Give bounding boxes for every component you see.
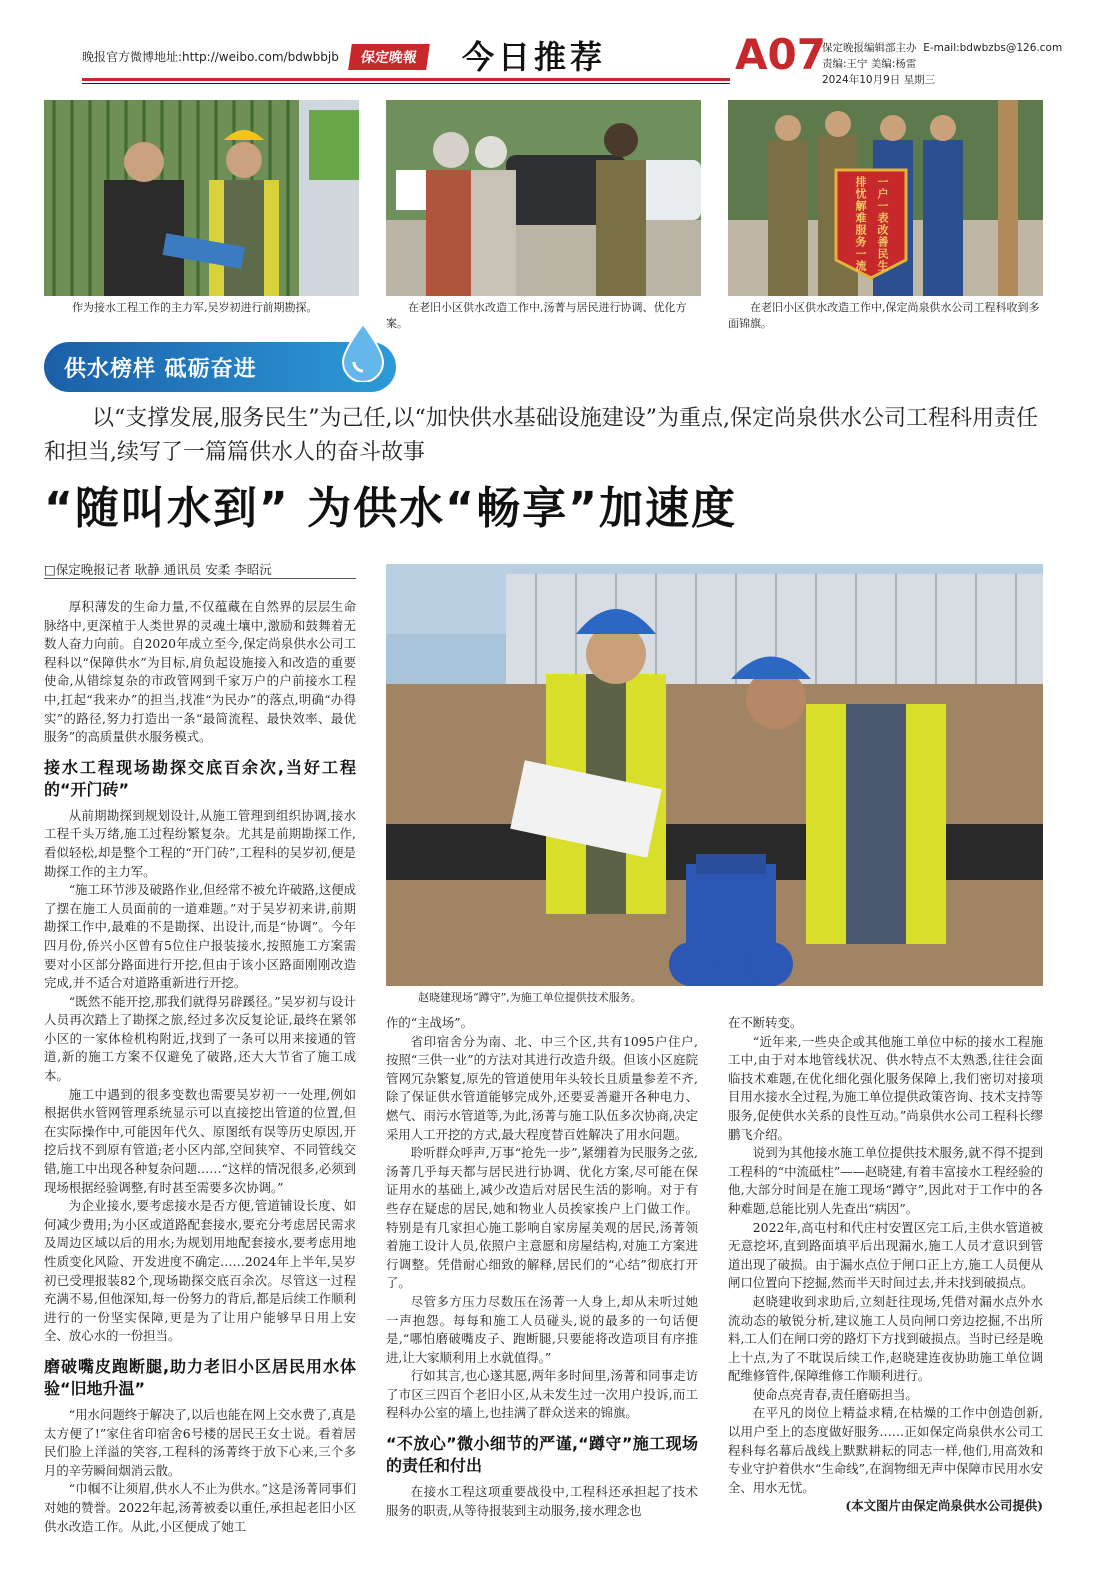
- paragraph: 省印宿舍分为南、北、中三个区,共有1095户住户,按照“三供一业”的方法对其进行改造升级。但该小区庭院管网冗杂繁复,原先的管道使用年头较长且质量参差不齐,除了保证供水管道能够完成外,还要妥善避开各种电力、燃气、雨污水管道等,为此,汤菁与施工队伍多次协商,决定采用人工开挖的方式,最大程度替百姓解决了用水问题。: [386, 1033, 698, 1142]
- pennant-line1: 排忧解难服务一流: [854, 176, 867, 272]
- photo-main-caption: 赵晓建现场“蹲守”,为施工单位提供技术服务。: [418, 991, 642, 1004]
- article-column-3: [728, 1014, 1043, 1516]
- weibo-address: 晚报官方微博地址:http://weibo.com/bdwbbjb: [82, 50, 339, 64]
- issue-date: 2024年10月9日 星期三: [822, 74, 936, 86]
- sponsor: 保定晚报编辑部主办: [822, 42, 917, 54]
- section-title: 今日推荐: [462, 38, 607, 76]
- paragraph: 从前期勘探到规划设计,从施工管理到组织协调,接水工程千头万绪,施工过程纷繁复杂。尤其是前期勘探工作,看似轻松,却是整个工程的“开门砖”,工程科的吴岁初,便是勘探工作的主力军。: [44, 807, 356, 879]
- photo-residents-caption: 在老旧小区供水改造工作中,汤菁与居民进行协调、优化方案。: [386, 301, 687, 330]
- paragraph: 在接水工程这项重要战役中,工程科还承担起了技术服务的职责,从等待报装到主动服务,接水理念也: [386, 1484, 698, 1518]
- byline-rule: [44, 578, 356, 579]
- editorial-info: [822, 40, 1062, 88]
- subheading: 磨破嘴皮跑断腿,助力老旧小区居民用水体验“旧地升温”: [44, 1356, 356, 1398]
- paragraph: 作的“主战场”。: [386, 1015, 474, 1030]
- page-number: A07: [735, 30, 826, 79]
- paragraph: 为企业接水,要考虑接水是否方便,管道铺设长度、如何减少费用;为小区或道路配套接水,要充分考虑居民需求及周边区域以后的用水;为规划用地配套接水,要考虑用地性质变化风险、开发进度不确定……2024年上半年,吴岁初已受理报装82个,现场勘探交底百余次。尽管这一过程充满不易,但他深知,每一份努力的背后,都是后续工作顺利进行的一份坚实保障,更是为了让用户能够早日用上安全、放心水的一份担当。: [44, 1198, 356, 1344]
- water-drop-icon: [338, 322, 388, 382]
- subheading: “不放心”微小细节的严谨,“蹲守”施工现场的责任和付出: [386, 1434, 698, 1476]
- photo-survey: [44, 100, 359, 296]
- paragraph: 聆听群众呼声,万事“抢先一步”,紧绷着为民服务之弦,汤菁几乎每天都与居民进行协调、优化方案,尽可能在保证用水的基础上,减少改造后对居民生活的影响。对于有些存在疑虑的居民,她和物业人员挨家挨户上门做工作。特别是有几家担心施工影响自家房屋美观的居民,汤菁领着施工设计人员,依照户主意愿和房屋结构,对施工方案进行调整。凭借耐心细致的解释,居民们的“心结”彻底打开了。: [386, 1145, 698, 1291]
- paragraph: 2022年,高屯村和代庄村安置区完工后,主供水管道被无意挖坏,直到路面填平后出现漏水,施工人员才意识到管道出现了破损。由于漏水点位于闸口正上方,施工人员便从闸口位置向下挖掘,然而半天时间过去,并未找到破损点。: [728, 1219, 1043, 1291]
- headline: “随叫水到” 为供水“畅享”加速度: [44, 483, 737, 534]
- photo-credit: (本文图片由保定尚泉供水公司提供): [845, 1498, 1043, 1514]
- paragraph: “巾帼不让须眉,供水人不止为供水。”这是汤菁同事们对她的赞誉。2022年起,汤菁被委以重任,承担起老旧小区供水改造工作。从此,小区便成了她工: [44, 1481, 357, 1534]
- header-rule: [82, 78, 730, 81]
- paragraph: 在平凡的岗位上精益求精,在枯燥的工作中创造创新,以用户至上的态度做好服务……正如保定尚泉供水公司工程科每名幕后战线上默默耕耘的同志一样,他们,用高效和专业守护着供水“生命线”,在润物细无声中保障市民用水安全、用水无忧。: [728, 1405, 1043, 1495]
- paragraph: 厚积薄发的生命力量,不仅蕴藏在自然界的层层生命脉络中,更深植于人类世界的灵魂土壤中,激励和鼓舞着无数人奋力向前。自2020年成立至今,保定尚泉供水公司工程科以“保障供水”为目标,肩负起设施接入和改造的重要使命,从错综复杂的市政管网到千家万户的户前接水工程中,扛起“我来办”的担当,找准“为民办”的落点,明确“办得实”的路径,努力打造出一条“最简流程、最快效率、最优服务”的高质量供水服务模式。: [44, 599, 356, 745]
- feature-tag-text: 供水榜样 砥砺奋进: [64, 356, 257, 382]
- paragraph: “既然不能开挖,那我们就得另辟蹊径。”吴岁初与设计人员再次踏上了勘探之旅,经过多次反复论证,最终在紧邻小区的一家体检机构附近,找到了一条可以用来接通的管道,新的施工方案不仅避免了破路,还大大节省了施工成本。: [44, 993, 356, 1084]
- paragraph: “近年来,一些央企或其他施工单位中标的接水工程施工中,由于对本地管线状况、供水特点不太熟悉,往往会面临技术难题,在优化细化强化服务保障上,我们密切对接项目用水接水全过程,为施工单位提供政策咨询、技术支持等服务,促使供水关系的良性互动。”尚泉供水公司工程科长缪鹏飞介绍。: [728, 1033, 1043, 1142]
- subheading: 接水工程现场勘探交底百余次,当好工程的“开门砖”: [44, 757, 356, 799]
- article-column-1: [44, 598, 356, 1536]
- photo-pennant-caption: 在老旧小区供水改造工作中,保定尚泉供水公司工程科收到多面锦旗。: [728, 301, 1040, 330]
- header-rule-thin: [82, 83, 730, 84]
- byline: □保定晚报记者 耿静 通讯员 安柔 李昭沅: [44, 562, 272, 577]
- lead-paragraph: 以“支撑发展,服务民生”为己任,以“加快供水基础设施建设”为重点,保定尚泉供水公司工程科用责任和担当,续写了一篇篇供水人的奋斗故事: [44, 406, 1038, 465]
- photo-residents: [386, 100, 701, 296]
- paragraph: 在不断转变。: [728, 1015, 803, 1030]
- paragraph: 说到为其他接水施工单位提供技术服务,就不得不提到工程科的“中流砥柱”——赵晓建,有着丰富接水工程经验的他,大部分时间是在施工现场“蹲守”,因此对于工作中的各种难题,总能比别人先查出“病因”。: [728, 1145, 1043, 1216]
- paragraph: “施工环节涉及破路作业,但经常不被允许破路,这便成了摆在施工人员面前的一道难题。”对于吴岁初来讲,前期勘探工作中,最难的不是勘探、出设计,而是“协调”。今年四月份,侨兴小区曾有5位住户报装接水,按照施工方案需要对小区部分路面进行开挖,但由于该小区路面刚刚改造完成,并不适合对道路重新进行开挖。: [44, 882, 356, 991]
- email: E-mail:bdwbzbs@126.com: [923, 42, 1063, 54]
- masthead-logo: 保定晚報: [348, 44, 430, 70]
- paragraph: 行如其言,也心遂其愿,两年多时间里,汤菁和同事走访了市区三四百个老旧小区,从未发生过一次用户投诉,而工程科办公室的墙上,也挂满了群众送来的锦旗。: [386, 1368, 698, 1421]
- editors: 责编:王宁 美编:杨雷: [822, 58, 917, 70]
- paragraph: 使命点亮青春,责任磨砺担当。: [752, 1386, 918, 1402]
- pennant-line2: 一户一表改善民生: [876, 176, 889, 272]
- photo-survey-caption: 作为接水工程工作的主力军,吴岁初进行前期勘探。: [72, 301, 318, 314]
- pennant-text: [836, 176, 906, 276]
- photo-main: [386, 564, 1043, 986]
- paragraph: 施工中遇到的很多变数也需要吴岁初一一处理,例如根据供水管网管理系统显示可以直接挖出管道的位置,但在实际操作中,可能因年代久、原图纸有误等历史原因,开挖后找不到原有管道;老小区内部,空间狭窄、不同管线交错,施工中出现各种复杂问题……“这样的情况很多,必须到现场根据经验调整,有时甚至需要多次协调。”: [44, 1086, 356, 1195]
- paragraph: 尽管多方压力尽数压在汤菁一人身上,却从未听过她一声抱怨。每每和施工人员碰头,说的最多的一句话便是,“哪怕磨破嘴皮子、跑断腿,只要能将改造项目有序推进,让大家顺利用上水就值得。”: [386, 1293, 698, 1365]
- article-column-2: [386, 1014, 698, 1520]
- paragraph: 赵晓建收到求助后,立刻赶往现场,凭借对漏水点外水流动态的敏锐分析,建议施工人员向闸口旁边挖掘,不出所料,工人们在闸口旁的路灯下方找到破损点。当时已经是晚上十点,为了不耽误后续工作,赵晓建连夜协助施工单位调配维修管件,保障维修工作顺利进行。: [728, 1293, 1043, 1384]
- paragraph: “用水问题终于解决了,以后也能在网上交水费了,真是太方便了!”家住省印宿舍6号楼的居民王女士说。看着居民们脸上洋溢的笑容,工程科的汤菁终于放下心来,三个多月的辛劳瞬间烟消云散。: [44, 1406, 356, 1478]
